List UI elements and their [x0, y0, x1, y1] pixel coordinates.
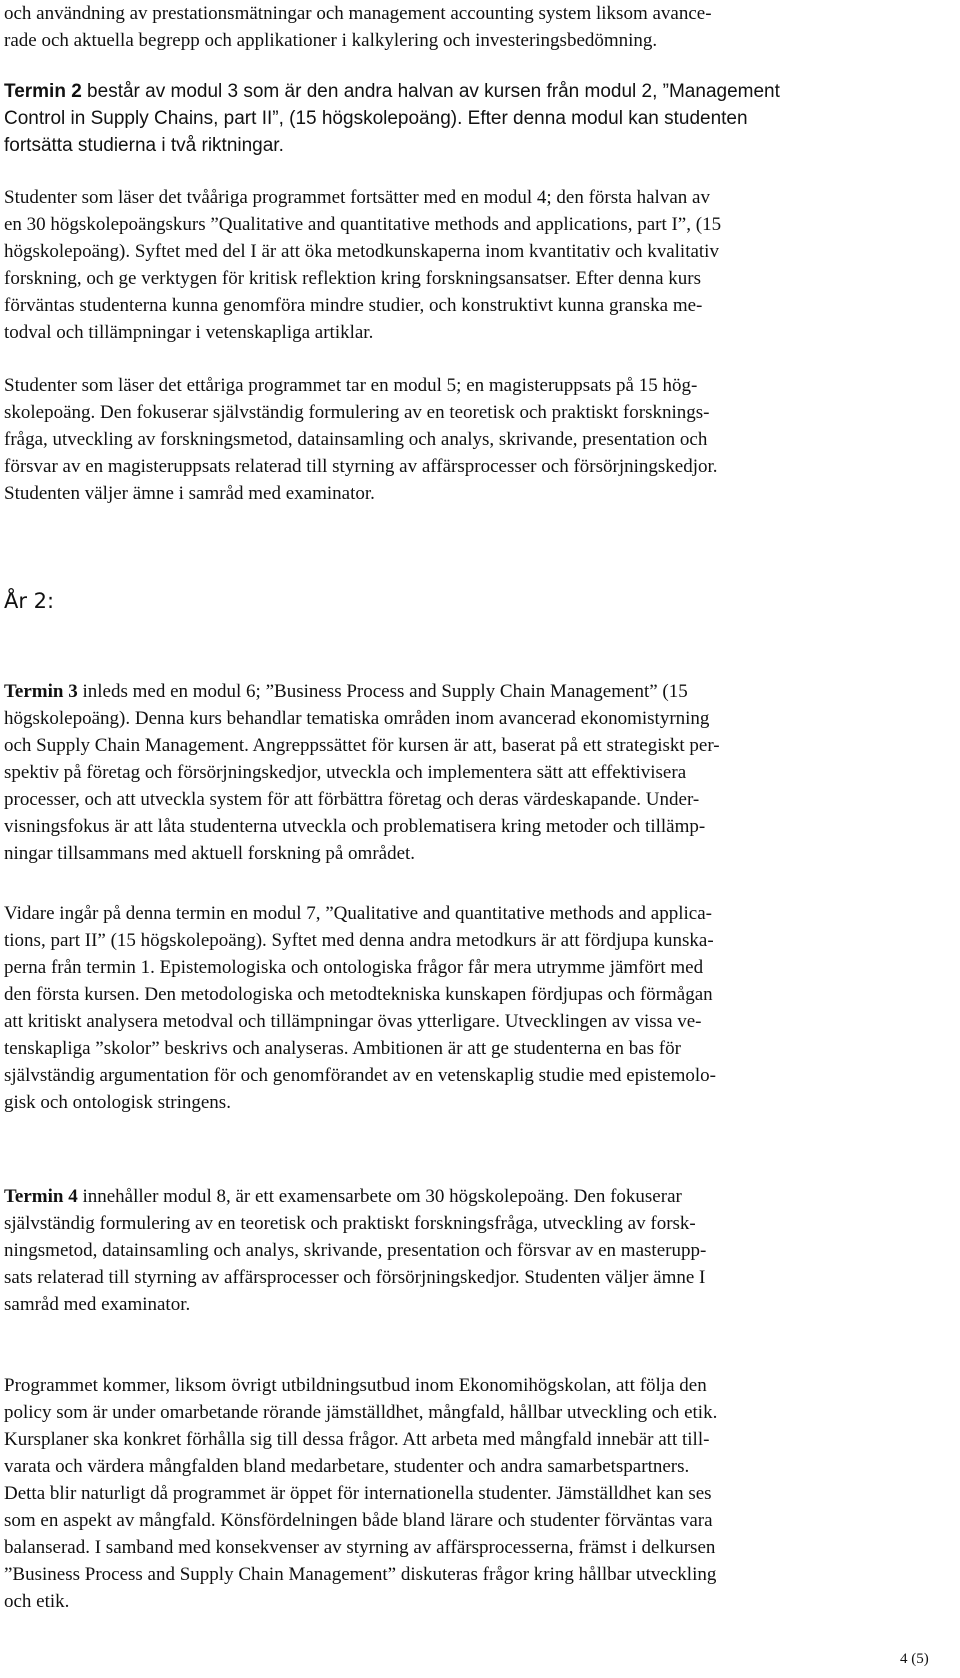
text-line: att kritiskt analysera metodval och tillämpningar övas ytterligare. Utvecklingen av vissa ve- — [4, 1011, 702, 1032]
termin-label: Termin 4 — [4, 1186, 78, 1207]
text-line: skolepoäng. Den fokuserar självständig formulering av en teoretisk och praktiskt forsknings- — [4, 402, 710, 423]
text-line: gisk och ontologisk stringens. — [4, 1092, 231, 1113]
text-line: högskolepoäng). Syftet med del I är att öka metodkunskaperna inom kvantitativ och kvalitativ — [4, 241, 719, 262]
text-line: högskolepoäng). Denna kurs behandlar tematiska områden inom avancerad ekonomistyrning — [4, 708, 710, 729]
text-line: förväntas studenterna kunna genomföra mindre studier, och konstruktivt kunna granska me- — [4, 295, 703, 316]
paragraph-termin-3-first-line — [4, 678, 688, 705]
text-line: självständig formulering av en teoretisk och praktiskt forskningsfråga, utveckling av forsk- — [4, 1213, 696, 1234]
text-line: forskning, och ge verktygen för kritisk reflektion kring forskningsansatser. Efter denna kurs — [4, 268, 702, 289]
text-line: perna från termin 1. Epistemologiska och ontologiska frågor får mera utrymme jämfört med — [4, 957, 704, 978]
text-line: tions, part II” (15 högskolepoäng). Syftet med denna andra metodkurs är att fördjupa kunska- — [4, 930, 714, 951]
text-line: policy som är under omarbetande rörande jämställdhet, mångfald, hållbar utveckling och etik. — [4, 1402, 718, 1423]
text-line: todval och tillämpningar i vetenskapliga artiklar. — [4, 322, 374, 343]
text-line: fråga, utveckling av forskningsmetod, datainsamling och analys, skrivande, presentation och — [4, 429, 708, 450]
text-line: varata och värdera mångfalden bland medarbetare, studenter och andra samarbetspartners. — [4, 1456, 690, 1477]
text-line: och Supply Chain Management. Angreppssättet för kursen är att, baserat på ett strategiskt per- — [4, 735, 720, 756]
text-line: Studenter som läser det ettåriga programmet tar en modul 5; en magisteruppsats på 15 hög- — [4, 375, 698, 396]
text-line: balanserad. I samband med konsekvenser av styrning av affärsprocesserna, främst i delkursen — [4, 1537, 716, 1558]
text-line: samråd med examinator. — [4, 1294, 191, 1315]
paragraph-termin-4-first-line — [4, 1183, 682, 1210]
text-line: visningsfokus är att låta studenterna utveckla och problematisera kring metoder och tillämp- — [4, 816, 706, 837]
text-line: Vidare ingår på denna termin en modul 7, ”Qualitative and quantitative methods and applica- — [4, 903, 712, 924]
text-line: försvar av en magisteruppsats relaterad till styrning av affärsprocesser och försörjningskedjor. — [4, 456, 718, 477]
text-line: fortsätta studierna i två riktningar. — [4, 135, 284, 156]
text-line: sats relaterad till styrning av affärsprocesser och försörjningskedjor. Studenten väljer ämne I — [4, 1267, 706, 1288]
text-fragment: innehåller modul 8, är ett examensarbete om 30 högskolepoäng. Den fokuserar — [77, 1186, 682, 1207]
text-line: Kursplaner ska konkret förhålla sig till dessa frågor. Att arbeta med mångfald innebär att till- — [4, 1429, 710, 1450]
text-line: som en aspekt av mångfald. Könsfördelningen både bland lärare och studenter förväntas vara — [4, 1510, 713, 1531]
paragraph-termin-2-first-line — [4, 78, 780, 105]
page-number: 4 (5) — [900, 1651, 929, 1667]
text-line: Programmet kommer, liksom övrigt utbildningsutbud inom Ekonomihögskolan, att följa den — [4, 1375, 707, 1396]
text-line: processer, och att utveckla system för att förbättra företag och deras värdeskapande. Under- — [4, 789, 700, 810]
termin-label: Termin 3 — [4, 681, 78, 702]
text-line: rade och aktuella begrepp och applikationer i kalkylering och investeringsbedömning. — [4, 30, 658, 51]
text-line: den första kursen. Den metodologiska och metodtekniska kunskapen fördjupas och förmågan — [4, 984, 713, 1005]
text-line: och etik. — [4, 1591, 70, 1612]
text-line: ningsmetod, datainsamling och analys, skrivande, presentation och försvar av en masterupp- — [4, 1240, 707, 1261]
termin-label: Termin 2 — [4, 81, 82, 102]
text-line: Studenten väljer ämne i samråd med examinator. — [4, 483, 375, 504]
text-line: tenskapliga ”skolor” beskrivs och analyseras. Ambitionen är att ge studenterna en bas för — [4, 1038, 681, 1059]
text-line: spektiv på företag och försörjningskedjor, utveckla och implementera sätt att effektivisera — [4, 762, 687, 783]
text-line: Studenter som läser det tvååriga programmet fortsätter med en modul 4; den första halvan av — [4, 187, 710, 208]
text-line: Detta blir naturligt då programmet är öppet för internationella studenter. Jämställdhet kan ses — [4, 1483, 712, 1504]
section-heading: År 2: — [4, 589, 55, 613]
text-line: självständig argumentation för och genomförandet av en vetenskaplig studie med epistemolo- — [4, 1065, 716, 1086]
text-line: och användning av prestationsmätningar och management accounting system liksom avance- — [4, 3, 712, 24]
text-line: ningar tillsammans med aktuell forskning på området. — [4, 843, 416, 864]
text-line: ”Business Process and Supply Chain Management” diskuteras frågor kring hållbar utveckling — [4, 1564, 717, 1585]
text-line: Control in Supply Chains, part II”, (15 högskolepoäng). Efter denna modul kan studenten — [4, 108, 748, 129]
text-fragment: inleds med en modul 6; ”Business Process and Supply Chain Management” (15 — [77, 681, 688, 702]
text-line: en 30 högskolepoängskurs ”Qualitative and quantitative methods and applications, part I”, (15 — [4, 214, 722, 235]
text-fragment: består av modul 3 som är den andra halvan av kursen från modul 2, ”Management — [81, 81, 780, 102]
